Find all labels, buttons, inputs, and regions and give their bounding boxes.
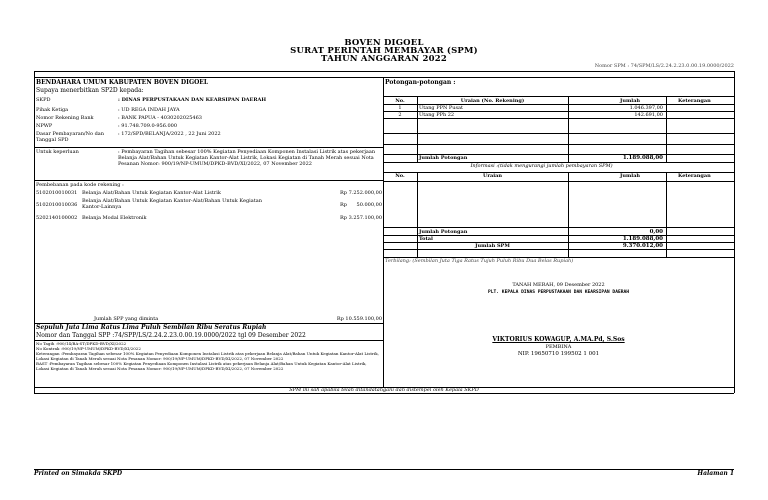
summary-line bbox=[383, 227, 734, 228]
informasi-text: Informasi :(tidak mengurangi jumlah pembayaran SPM) bbox=[470, 163, 613, 169]
frame-top-line bbox=[34, 71, 734, 72]
frame-bottom-line2 bbox=[34, 393, 734, 394]
pembebanan-desc: Belanja Modal Elektronik bbox=[82, 215, 147, 221]
header-line2: SURAT PERINTAH MEMBAYAR (SPM) bbox=[290, 46, 478, 56]
col-no-2: No. bbox=[395, 173, 405, 179]
pembebanan-amount: Rp 50.000,00 bbox=[340, 202, 382, 208]
terbilang-right: Terbilang: (Sembilan Juta Tiga Ratus Tujuh Puluh Ribu Dua Belas Rupiah) bbox=[385, 258, 574, 264]
potongan-no: 1 bbox=[398, 105, 402, 111]
frame-right bbox=[734, 71, 735, 393]
place-date: TANAH MERAH, 09 Desember 2022 bbox=[512, 282, 605, 288]
potongan-title: Potongan-potongan : bbox=[385, 79, 456, 86]
divider-keperluan bbox=[34, 147, 383, 148]
total-label: Total bbox=[419, 236, 433, 242]
field-value-skpd: : DINAS PERPUSTAKAAN DAN KEARSIPAN DAERAH bbox=[118, 97, 267, 103]
info-col-line bbox=[666, 172, 667, 258]
spm-number: Nomor SPM : 74/SPM/LS/2.24.2.23.0.00.19.0000/2022 bbox=[594, 63, 734, 69]
pembebanan-amount: Rp 7.252.000,00 bbox=[340, 190, 382, 196]
potongan-col-line bbox=[568, 96, 569, 162]
col-jumlah: Jumlah bbox=[620, 98, 641, 104]
col-jumlah-2: Jumlah bbox=[620, 173, 641, 179]
notes-block bbox=[36, 341, 380, 371]
divider-pembebanan bbox=[34, 180, 383, 181]
frame-top-line2 bbox=[34, 77, 734, 78]
pembebanan-desc: Belanja Alat/Bahan Untuk Kegiatan Kantor-Alat Listrik bbox=[82, 190, 221, 196]
frame-left bbox=[34, 71, 35, 393]
field-label-rekening: Nomor Rekening Bank bbox=[36, 115, 94, 121]
signer-nip: NIP. 19650710 199502 1 001 bbox=[517, 351, 600, 357]
signer-rank: PEMBINA bbox=[545, 344, 572, 350]
potongan-table-line bbox=[383, 96, 734, 97]
info-col-line bbox=[568, 172, 569, 258]
pembebanan-amount: Rp 3.257.100,00 bbox=[340, 215, 382, 221]
field-value-dasar: : 172/SPD/BELANJA/2022 , 22 Juni 2022 bbox=[118, 131, 221, 137]
jumlah-potongan2-label: Jumlah Potongan bbox=[419, 229, 468, 235]
col-keterangan-2: Keterangan bbox=[678, 173, 711, 179]
jumlah-spm-value: 9.370.012,00 bbox=[622, 243, 663, 249]
note-tagih: No Tagih :900/14/BA-ST/DPKD-BVD/XI/2022 bbox=[36, 341, 127, 346]
jumlah-spp-label: Jumlah SPP yang diminta bbox=[94, 316, 159, 322]
field-label-npwp: NPWP bbox=[36, 123, 53, 129]
validity-note: SPM ini sah apabila telah ditandatangani dan distempel oleh Kepala SKPD bbox=[289, 387, 479, 393]
potongan-table-line bbox=[383, 181, 734, 182]
pembebanan-code: 5102010010036 bbox=[36, 202, 78, 208]
note-keterangan: Keterangan :Pembayaran Tagihan sebesar 100% Kegiatan Penyediaan Komponen Instalasi Listrik atas pekerjaan Belanja Alat/Bahan Untuk Kegiatan Kantor-Alat Listrik, Lokasi Kegiatan di Tanah Merah sesuai Nota Pesanan Nomor: 900/19/NP-UMUM/DPKD-BVD/XI/2022, 07 November 2022 bbox=[36, 351, 379, 361]
jumlah-spp-amount: Rp 10.559.100,00 bbox=[336, 316, 382, 322]
potongan-col-line bbox=[417, 96, 418, 162]
field-value-keperluan: : Pembayaran Tagihan sebesar 100% Kegiatan Penyediaan Komponen Instalasi Listrik atas pekerjaan Belanja Alat/Bahan Untuk Kegiatan Kantor-Alat Listrik, Lokasi Kegiatan di Tanah Merah sesuai Nota Pesanan Nomor: 900/19/NP-UMUM/DPKD-BVD/XI/2022, 07 November 2022 bbox=[118, 149, 376, 167]
summary-line bbox=[383, 249, 734, 250]
jumlah-potongan-value: 1.189.088,00 bbox=[622, 155, 663, 161]
supaya-text: Supaya menerbitkan SP2D kepada: bbox=[36, 87, 144, 94]
field-value-npwp: : 91.748.709.0-956.000 bbox=[118, 123, 178, 129]
col-uraian-rek: Uraian (No. Rekening) bbox=[460, 98, 525, 104]
note-kontrak: No Kontrak :900/19/NP-UMUM/DPKD-BVD/XI/2022 bbox=[36, 346, 141, 351]
potongan-uraian: Utang PPh 22 bbox=[419, 112, 455, 118]
footer-line bbox=[34, 469, 734, 470]
signer-position: PLT. KEPALA DINAS PERPUSTAKAAN DAN KEARSIPAN DAERAH bbox=[487, 290, 630, 295]
potongan-col-line bbox=[666, 96, 667, 162]
field-label-dasar: Dasar Pembayaran/No dan Tanggal SPD bbox=[36, 131, 104, 143]
potongan-table-line bbox=[383, 118, 734, 119]
jumlah-spm-label: Jumlah SPM bbox=[475, 243, 510, 249]
potongan-jumlah: 142.691,00 bbox=[634, 112, 663, 118]
note-bast: BAST :Pembayaran Tagihan sebesar 100% Kegiatan Penyediaan Komponen Instalasi Listrik atas pekerjaan Belanja Alat/Bahan Untuk Kegiatan Kantor-Alat Listrik, Lokasi Kegiatan di Tanah Merah sesuai Nota Pesanan Nomor: 900/19/NP-UMUM/DPKD-BVD/XI/2022, 07 November 2022 bbox=[36, 361, 367, 371]
field-label-keperluan: Untuk keperluan bbox=[36, 149, 79, 155]
col-uraian-2: Uraian bbox=[482, 173, 502, 179]
field-value-rekening: : BANK PAPUA - 4030202025463 bbox=[118, 115, 202, 121]
jumlah-potongan2-value: 0,00 bbox=[649, 229, 663, 235]
summary-line bbox=[383, 235, 734, 236]
col-no: No. bbox=[395, 98, 405, 104]
field-label-pihak: Pihak Ketiga bbox=[36, 107, 69, 113]
signer-name: VIKTORIUS KOWAGUP, A.MA.Pd, S.Sos bbox=[492, 336, 625, 343]
field-label-skpd: SKPD bbox=[36, 97, 51, 103]
col-keterangan: Keterangan bbox=[678, 98, 711, 104]
header-line3: TAHUN ANGGARAN 2022 bbox=[321, 54, 447, 64]
field-value-pihak: : UD REGA INDAH JAYA bbox=[118, 107, 180, 113]
page-number: Halaman 1 bbox=[697, 470, 734, 477]
pembebanan-code: 5102010010031 bbox=[36, 190, 78, 196]
printed-on: Printed on Simakda SKPD bbox=[34, 470, 123, 477]
potongan-table-line bbox=[383, 144, 734, 145]
header-line1: BOVEN DIGOEL bbox=[344, 38, 424, 48]
potongan-no: 2 bbox=[398, 112, 402, 118]
potongan-jumlah: 1.046.397,00 bbox=[629, 105, 663, 111]
nomor-spp: Nomor dan Tanggal SPP :74/SPP/LS/2.24.2.23.0.00.19.0000/2022 tgl 09 Desember 2022 bbox=[36, 332, 306, 339]
bendahara-title: BENDAHARA UMUM KABUPATEN BOVEN DIGOEL bbox=[36, 79, 209, 86]
pembebanan-desc: Belanja Alat/Bahan Untuk Kegiatan Kantor-Alat/Bahan Untuk Kegiatan Kantor-Lainnya bbox=[82, 198, 262, 210]
potongan-table-line bbox=[383, 133, 734, 134]
pembebanan-title: Pembebanan pada kode rekening : bbox=[36, 182, 124, 188]
potongan-uraian: Utang PPN Pusat bbox=[419, 105, 464, 111]
jumlah-potongan-label: Jumlah Potongan bbox=[419, 155, 468, 161]
pembebanan-code: 5202140100002 bbox=[36, 215, 78, 221]
total-value: 1.189.088,00 bbox=[622, 236, 663, 242]
terbilang-left: Sepuluh Juta Lima Ratus Lima Puluh Sembilan Ribu Seratus Rupiah bbox=[36, 324, 267, 331]
